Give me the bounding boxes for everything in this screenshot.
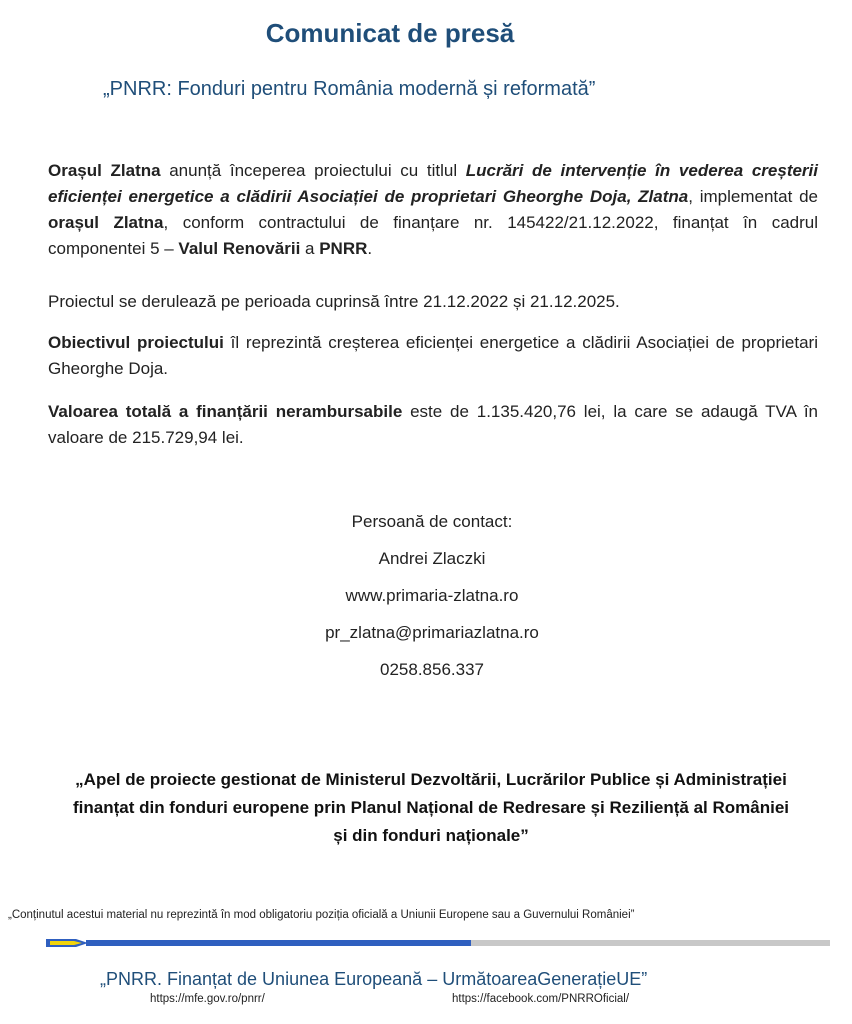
contact-phone: 0258.856.337	[380, 660, 484, 679]
value-text: este de 1.135.420,76 lei, la care se adaugă TVA în valoare de 215.729,94 lei.	[48, 402, 818, 447]
call-line-3: și din fonduri naționale”	[333, 826, 529, 845]
objective-label: Obiectivul proiectului	[48, 333, 224, 352]
announcement-text-2: , implementat de	[688, 187, 818, 206]
disclaimer: „Conținutul acestui material nu reprezintă în mod obligatoriu poziția oficială a Uniunii Europene sau a Guvernului României”	[8, 909, 635, 921]
program-name: PNRR	[319, 239, 368, 258]
paragraph-period: Proiectul se derulează pe perioada cuprinsă între 21.12.2022 și 21.12.2025.	[48, 292, 620, 311]
paragraph-objective	[48, 330, 818, 382]
eu-arrow-icon	[46, 938, 90, 948]
call-line-1: „Apel de proiecte gestionat de Ministerul Dezvoltării, Lucrărilor Publice și Administrației	[75, 770, 787, 789]
announcement-text-4: a	[300, 239, 320, 258]
paragraph-announcement	[48, 158, 818, 262]
city-name: Orașul Zlatna	[48, 161, 161, 180]
objective-text: îl reprezintă creșterea eficienței energetice a clădirii Asociației de proprietari Gheorghe Doja.	[48, 333, 818, 378]
footer-bar	[46, 938, 830, 948]
footer-link-mfe[interactable]: https://mfe.gov.ro/pnrr/	[150, 993, 265, 1005]
announcement-text-1: anunță începerea proiectului cu titlul	[160, 161, 466, 180]
call-line-2: finanțat din fonduri europene prin Planul Național de Redresare și Reziliență al României	[72, 798, 790, 817]
announcement-text-3: , conform contractului de finanțare nr. 145422/21.12.2022, finanțat în cadrul componentei 5 –	[48, 213, 819, 258]
footer-bar-blue	[86, 940, 471, 946]
paragraph-value	[48, 399, 818, 451]
page-title: Comunicat de presă	[265, 18, 515, 48]
contact-heading: Persoană de contact:	[351, 512, 513, 531]
footer-link-facebook[interactable]: https://facebook.com/PNRROficial/	[452, 993, 630, 1005]
implementer: orașul Zlatna	[48, 213, 164, 232]
footer-slogan: „PNRR. Finanțat de Uniunea Europeană – UrmătoareaGenerațieUE”	[100, 969, 648, 989]
component-name: Valul Renovării	[178, 239, 301, 258]
project-title: Lucrări de intervenție în vederea creșterii eficienței energetice a clădirii Asociației de proprietari Gheorghe Doja, Zlatna	[48, 161, 818, 206]
page-subtitle: „PNRR: Fonduri pentru România modernă și reformată”	[103, 78, 596, 100]
announcement-text-5: .	[367, 239, 373, 258]
footer-bar-grey	[471, 940, 830, 946]
contact-name: Andrei Zlaczki	[378, 549, 486, 568]
value-label: Valoarea totală a finanțării nerambursabile	[48, 402, 403, 421]
contact-block	[230, 509, 634, 694]
contact-website[interactable]: www.primaria-zlatna.ro	[345, 586, 519, 605]
call-for-projects	[40, 766, 822, 850]
contact-email[interactable]: pr_zlatna@primariazlatna.ro	[325, 623, 539, 642]
